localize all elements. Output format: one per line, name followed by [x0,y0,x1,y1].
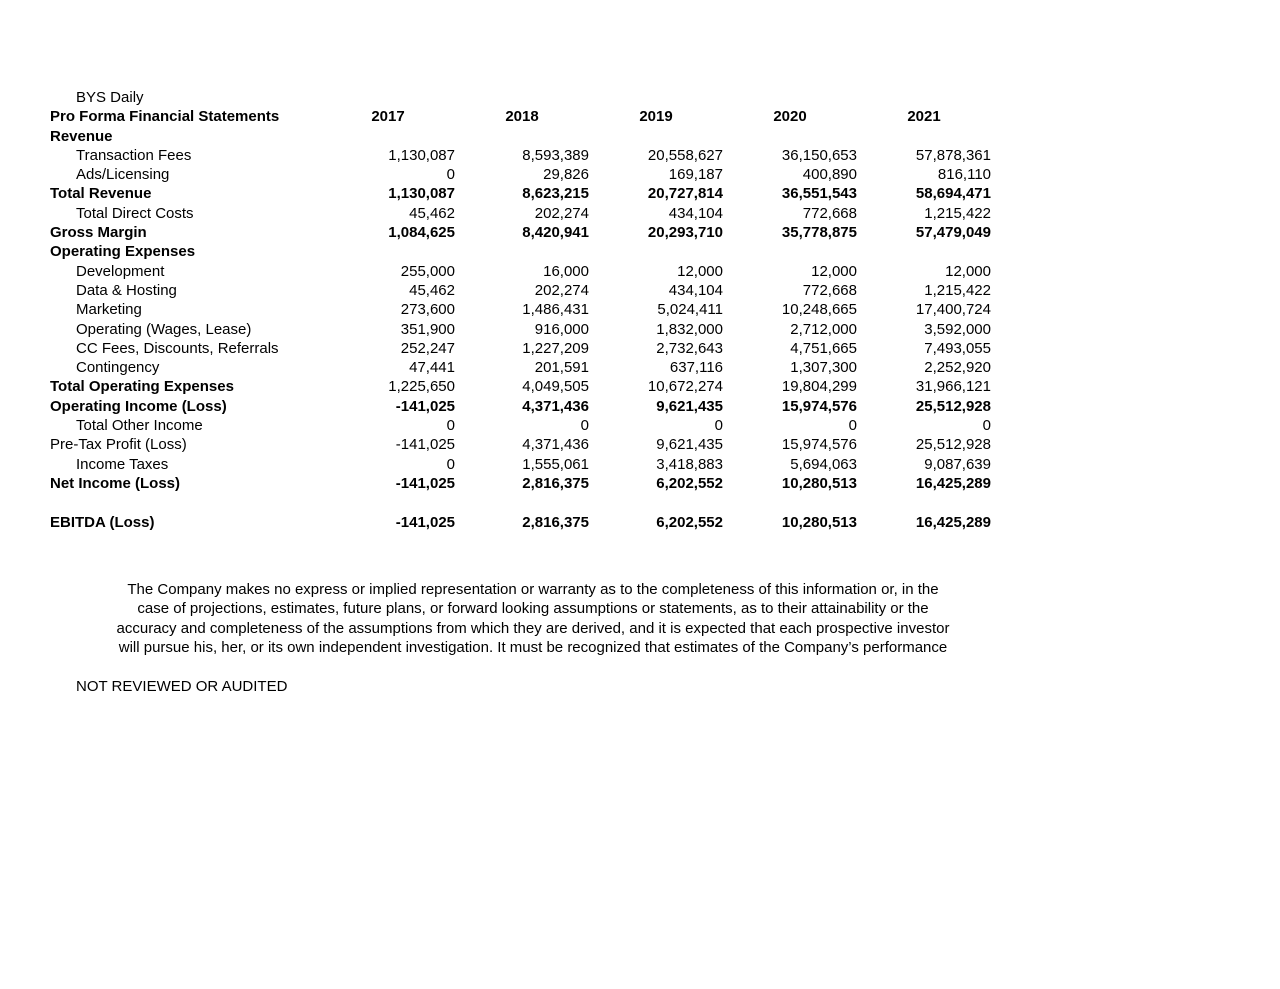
row-value: 8,420,941 [522,224,589,242]
row-label: EBITDA (Loss) [50,513,155,531]
row-value: 45,462 [409,281,455,299]
disclaimer-line: accuracy and completeness of the assumptions from which they are derived, and it is expected that each prospective investor [116,619,950,637]
row-value [321,242,455,261]
table-row [50,358,991,377]
row-value: 202,274 [534,281,589,299]
row-value: 5,024,411 [657,301,723,319]
row-value: 45,462 [409,204,455,222]
year-header: 2020 [773,108,807,126]
statement-header-row [50,107,991,126]
row-value [589,127,723,146]
row-label: Data & Hosting [76,281,177,299]
row-value: 3,418,883 [656,455,723,473]
table-row [50,320,991,339]
row-value: 20,558,627 [647,146,723,164]
row-value: 20,727,814 [647,185,723,203]
row-label: Operating Expenses [50,243,196,261]
row-value: 2,816,375 [522,513,589,531]
row-value: 17,400,724 [915,301,991,319]
row-value [723,242,857,261]
row-value: 0 [580,417,589,435]
row-value: 252,247 [400,339,455,357]
row-value: 8,593,389 [522,146,589,164]
row-value: 10,248,665 [781,301,857,319]
row-value: 1,555,061 [522,455,589,473]
row-value: 816,110 [937,166,991,184]
company-row [50,88,991,107]
row-value: 0 [982,417,991,435]
row-value: 12,000 [945,262,991,280]
table-row [50,455,991,474]
table-row [50,242,991,261]
table-row [50,416,991,435]
row-value: 400,890 [802,166,857,184]
row-label: Operating (Wages, Lease) [76,320,252,338]
row-value: 2,712,000 [790,320,857,338]
table-row [50,146,991,165]
row-value [321,127,455,146]
row-value: 4,371,436 [522,436,589,454]
row-label: Total Other Income [76,417,203,435]
row-value: 16,425,289 [915,474,991,492]
row-value: 201,591 [534,359,589,377]
row-value: 29,826 [543,166,589,184]
disclaimer-line: will pursue his, her, or its own independent investigation. It must be recognized that estimates of the Company’s performance [118,638,948,656]
row-value: 6,202,552 [656,513,723,531]
row-value: 4,751,665 [790,339,857,357]
row-label: Transaction Fees [76,146,192,164]
row-label: Revenue [50,127,113,145]
row-value: -141,025 [395,513,455,531]
row-value: -141,025 [395,474,455,492]
statement-title: Pro Forma Financial Statements [50,108,280,126]
row-value: 58,694,471 [915,185,991,203]
row-value [589,242,723,261]
row-value: 47,441 [409,359,455,377]
row-value: 0 [714,417,723,435]
row-value: 57,479,049 [915,224,991,242]
row-value: 16,425,289 [915,513,991,531]
row-value: 772,668 [802,281,857,299]
row-value: 2,252,920 [924,359,991,377]
table-row [50,127,991,146]
row-label: Contingency [76,359,160,377]
row-value: 15,974,576 [781,397,857,415]
row-label: Income Taxes [76,455,169,473]
disclaimer-line: The Company makes no express or implied representation or warranty as to the completeness of this information or, in the [127,581,939,598]
table-row [50,262,991,281]
row-value: 169,187 [668,166,723,184]
row-value: 0 [446,166,455,184]
row-value: -141,025 [395,397,455,415]
row-value: 255,000 [400,262,455,280]
row-label: Pre-Tax Profit (Loss) [50,436,187,454]
row-label: Ads/Licensing [76,166,170,184]
table-row [50,223,991,242]
row-value: 0 [446,417,455,435]
row-value: 6,202,552 [656,474,723,492]
row-label: Total Operating Expenses [50,378,234,396]
row-value: 434,104 [668,204,723,222]
row-value: 1,130,087 [388,146,455,164]
row-value: 15,974,576 [781,436,857,454]
table-row [50,513,991,532]
row-value: 31,966,121 [915,378,991,396]
row-value: 1,215,422 [924,204,991,222]
row-value: 9,621,435 [656,397,723,415]
row-value: 2,816,375 [522,474,589,492]
row-value: 1,486,431 [522,301,589,319]
row-label: CC Fees, Discounts, Referrals [76,339,279,357]
table-row [50,377,991,396]
disclaimer-paragraph [60,580,1006,657]
row-value: 1,832,000 [656,320,723,338]
row-value: 20,293,710 [647,224,723,242]
row-value [857,242,991,261]
row-value: 8,623,215 [522,185,589,203]
table-row [50,204,991,223]
row-value: -141,025 [395,436,455,454]
company-name: BYS Daily [76,89,144,106]
row-value: 1,215,422 [924,281,991,299]
table-row [50,339,991,358]
row-value: 1,130,087 [388,185,455,203]
row-value: 25,512,928 [915,436,991,454]
table-row [50,281,991,300]
row-value: 4,049,505 [522,378,589,396]
row-value: 10,280,513 [781,474,857,492]
row-value [857,127,991,146]
row-value: 36,551,543 [781,185,857,203]
row-value [455,242,589,261]
row-value: 273,600 [400,301,455,319]
table-row [50,184,991,203]
table-row [50,300,991,319]
year-header: 2017 [371,108,405,126]
row-label: Operating Income (Loss) [50,397,227,415]
row-label: Gross Margin [50,224,147,242]
row-value: 12,000 [811,262,857,280]
row-value: 637,116 [669,359,723,377]
disclaimer-line: case of projections, estimates, future plans, or forward looking assumptions or statements, as to their attainability or the [137,600,929,618]
row-value: 1,084,625 [388,224,455,242]
row-value: 202,274 [534,204,589,222]
row-value: 0 [446,455,455,473]
table-row [50,474,991,493]
row-value: 12,000 [677,262,723,280]
row-value: 25,512,928 [915,397,991,415]
row-value: 4,371,436 [522,397,589,415]
audit-footnote: NOT REVIEWED OR AUDITED [76,678,288,695]
row-label: Development [76,262,165,280]
row-label: Total Revenue [50,185,152,203]
table-row [50,397,991,416]
row-value [723,127,857,146]
row-value: 0 [848,417,857,435]
row-value [455,127,589,146]
row-value: 351,900 [400,320,455,338]
row-value: 2,732,643 [656,339,723,357]
row-value: 10,672,274 [647,378,723,396]
row-label: Net Income (Loss) [50,474,181,492]
row-value: 35,778,875 [781,224,857,242]
year-header: 2021 [907,108,941,126]
financial-statement [50,88,991,532]
row-value: 916,000 [534,320,589,338]
row-value: 1,227,209 [522,339,589,357]
statement-rows [50,127,991,532]
year-header: 2018 [505,108,539,126]
row-value: 5,694,063 [790,455,857,473]
table-row [50,435,991,454]
row-value: 9,087,639 [924,455,991,473]
row-value: 1,225,650 [388,378,455,396]
row-value: 19,804,299 [781,378,857,396]
row-value: 3,592,000 [924,320,991,338]
row-value: 772,668 [802,204,857,222]
year-header: 2019 [639,108,673,126]
row-value: 1,307,300 [790,359,857,377]
row-value: 57,878,361 [915,146,991,164]
row-label: Marketing [76,301,142,319]
row-value: 16,000 [543,262,589,280]
row-value: 434,104 [668,281,723,299]
row-value: 36,150,653 [781,146,857,164]
row-value: 10,280,513 [781,513,857,531]
row-value: 7,493,055 [924,339,991,357]
table-row [50,165,991,184]
row-label: Total Direct Costs [76,204,194,222]
row-value: 9,621,435 [656,436,723,454]
